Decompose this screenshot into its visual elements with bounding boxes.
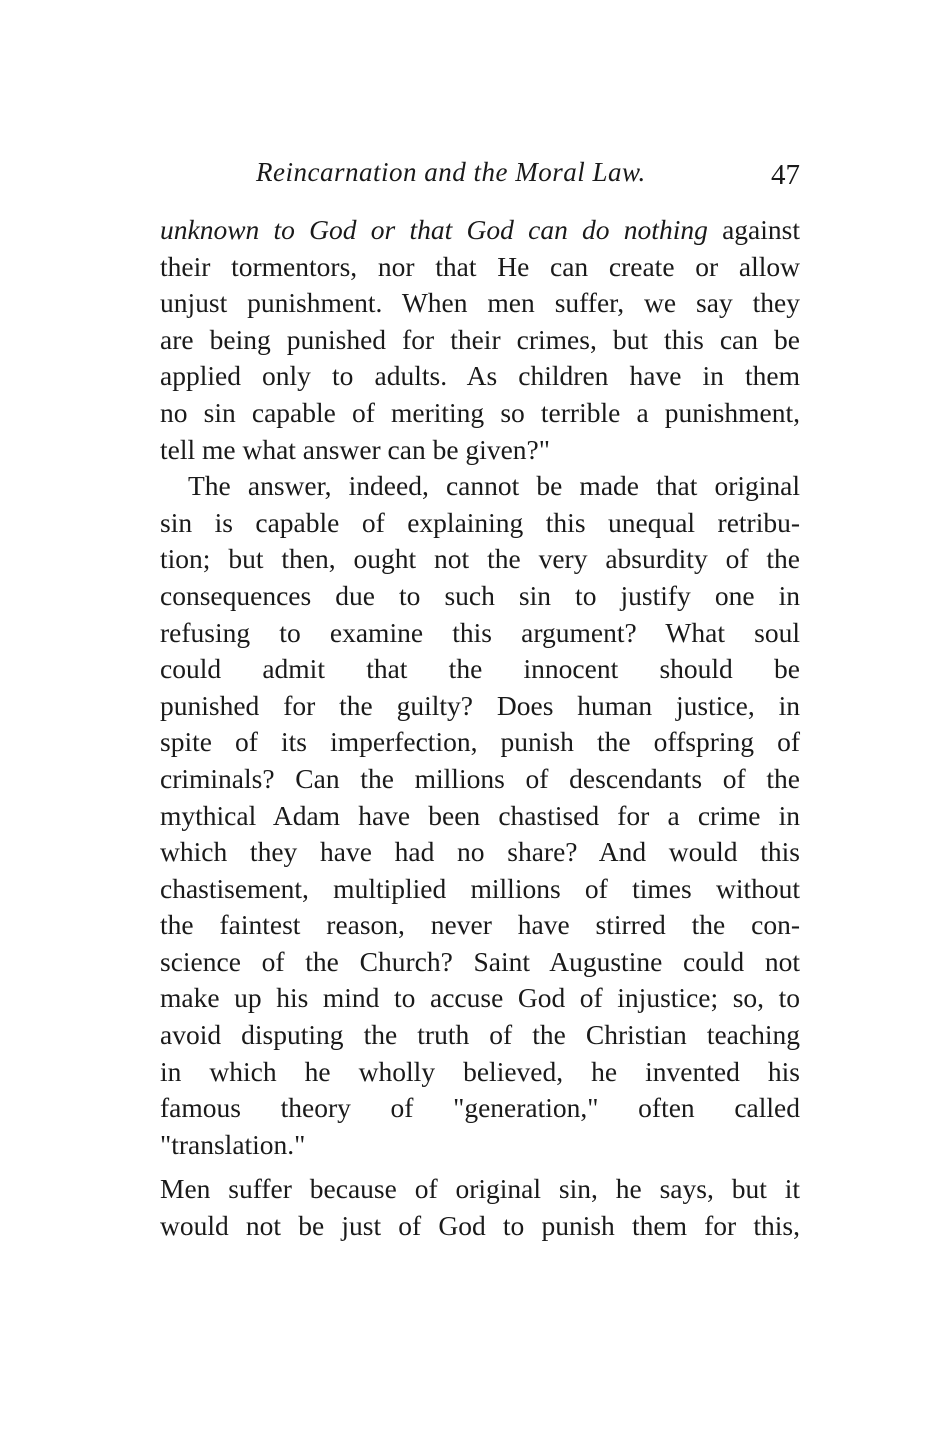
text-line: science of the Church? Saint Augustine could not [160, 945, 800, 977]
text-line: unjust punishment. When men suffer, we say they [160, 287, 800, 319]
paragraph-2 [160, 468, 800, 1163]
paragraph-3 [160, 1171, 800, 1244]
text-line: applied only to adults. As children have in them [160, 360, 800, 392]
text-line: tell me what answer can be given?" [160, 433, 550, 465]
text-line: spite of its imperfection, punish the offspring of [160, 726, 800, 758]
text-line: make up his mind to accuse God of injustice; so, to [160, 982, 800, 1014]
text-line: tion; but then, ought not the very absurdity of the [160, 543, 800, 575]
text-line: famous theory of "generation," often called [160, 1092, 800, 1124]
running-head [160, 157, 800, 197]
text-line: could admit that the innocent should be [160, 653, 800, 685]
text-line: would not be just of God to punish them for this, [160, 1210, 800, 1242]
text-line: punished for the guilty? Does human justice, in [160, 689, 800, 721]
text-line: mythical Adam have been chastised for a crime in [160, 799, 800, 831]
text-line: refusing to examine this argument? What soul [160, 616, 800, 648]
body-text [160, 212, 800, 1245]
text-line: are being punished for their crimes, but this can be [160, 323, 800, 355]
italic-phrase: unknown to God or that God can do nothing [160, 214, 723, 245]
text-line: sin is capable of explaining this unequal retribu- [160, 506, 800, 538]
text-line: criminals? Can the millions of descendants of the [160, 762, 800, 794]
text-line: Men suffer because of original sin, he says, but it [160, 1173, 800, 1205]
text-line: consequences due to such sin to justify one in [160, 579, 800, 611]
text-line: in which he wholly believed, he invented his [160, 1055, 800, 1087]
paragraph-1 [160, 212, 800, 468]
text-fragment: against [722, 214, 800, 245]
page-number: 47 [771, 159, 800, 191]
text-line: which they have had no share? And would this [160, 836, 800, 868]
running-title: Reincarnation and the Moral Law. [256, 157, 646, 187]
text-line: The answer, indeed, cannot be made that original [188, 470, 800, 502]
text-line [160, 212, 800, 249]
text-line: chastisement, multiplied millions of times without [160, 872, 800, 904]
text-line: "translation." [160, 1128, 306, 1160]
text-line: no sin capable of meriting so terrible a punishment, [160, 396, 800, 428]
text-line: their tormentors, nor that He can create or allow [160, 250, 800, 282]
text-line: avoid disputing the truth of the Christian teaching [160, 1019, 800, 1051]
text-line: the faintest reason, never have stirred the con- [160, 909, 800, 941]
